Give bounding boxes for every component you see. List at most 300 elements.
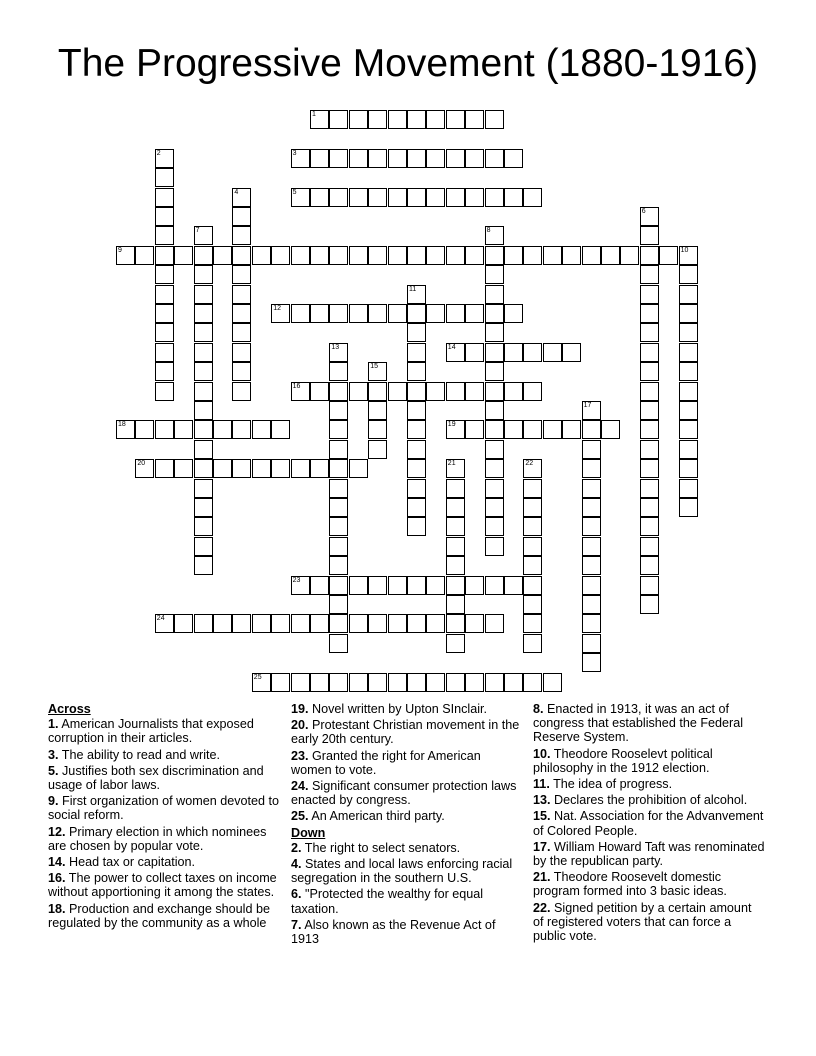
grid-cell[interactable] — [291, 188, 310, 207]
grid-cell[interactable] — [485, 382, 504, 401]
grid-cell[interactable] — [388, 304, 407, 323]
grid-cell[interactable] — [232, 382, 251, 401]
grid-cell[interactable] — [640, 226, 659, 245]
grid-cell[interactable] — [446, 188, 465, 207]
grid-cell[interactable] — [679, 401, 698, 420]
grid-cell[interactable] — [116, 420, 135, 439]
grid-cell[interactable] — [155, 207, 174, 226]
grid-cell[interactable] — [349, 304, 368, 323]
grid-cell[interactable] — [194, 537, 213, 556]
grid-cell[interactable] — [329, 110, 348, 129]
grid-cell[interactable] — [368, 614, 387, 633]
grid-cell[interactable] — [232, 188, 251, 207]
grid-cell[interactable] — [523, 188, 542, 207]
grid-cell[interactable] — [640, 517, 659, 536]
grid-cell[interactable] — [407, 440, 426, 459]
grid-cell[interactable] — [504, 246, 523, 265]
grid-cell[interactable] — [310, 382, 329, 401]
grid-cell[interactable] — [329, 382, 348, 401]
grid-cell[interactable] — [465, 304, 484, 323]
grid-cell[interactable] — [194, 246, 213, 265]
grid-cell[interactable] — [194, 401, 213, 420]
grid-cell[interactable] — [349, 382, 368, 401]
grid-cell[interactable] — [407, 517, 426, 536]
grid-cell[interactable] — [155, 459, 174, 478]
grid-cell[interactable] — [485, 401, 504, 420]
grid-cell[interactable] — [329, 517, 348, 536]
grid-cell[interactable] — [291, 304, 310, 323]
grid-cell[interactable] — [155, 188, 174, 207]
grid-cell[interactable] — [679, 420, 698, 439]
grid-cell[interactable] — [310, 246, 329, 265]
grid-cell[interactable] — [485, 323, 504, 342]
grid-cell[interactable] — [407, 304, 426, 323]
grid-cell[interactable] — [679, 498, 698, 517]
grid-cell[interactable] — [368, 110, 387, 129]
grid-cell[interactable] — [329, 576, 348, 595]
grid-cell[interactable] — [155, 149, 174, 168]
grid-cell[interactable] — [349, 614, 368, 633]
grid-cell[interactable] — [329, 149, 348, 168]
grid-cell[interactable] — [407, 149, 426, 168]
grid-cell[interactable] — [679, 265, 698, 284]
grid-cell[interactable] — [252, 246, 271, 265]
grid-cell[interactable] — [291, 382, 310, 401]
grid-cell[interactable] — [271, 246, 290, 265]
grid-cell[interactable] — [504, 382, 523, 401]
grid-cell[interactable] — [310, 614, 329, 633]
grid-cell[interactable] — [640, 498, 659, 517]
grid-cell[interactable] — [582, 595, 601, 614]
grid-cell[interactable] — [368, 304, 387, 323]
grid-cell[interactable] — [485, 188, 504, 207]
grid-cell[interactable] — [446, 673, 465, 692]
grid-cell[interactable] — [582, 614, 601, 633]
grid-cell[interactable] — [485, 614, 504, 633]
grid-cell[interactable] — [310, 188, 329, 207]
grid-cell[interactable] — [349, 188, 368, 207]
grid-cell[interactable] — [329, 459, 348, 478]
grid-cell[interactable] — [640, 304, 659, 323]
grid-cell[interactable] — [485, 517, 504, 536]
grid-cell[interactable] — [232, 420, 251, 439]
grid-cell[interactable] — [194, 285, 213, 304]
grid-cell[interactable] — [155, 285, 174, 304]
grid-cell[interactable] — [232, 265, 251, 284]
grid-cell[interactable] — [329, 556, 348, 575]
grid-cell[interactable] — [679, 323, 698, 342]
grid-cell[interactable] — [155, 168, 174, 187]
grid-cell[interactable] — [640, 362, 659, 381]
grid-cell[interactable] — [194, 265, 213, 284]
grid-cell[interactable] — [485, 498, 504, 517]
grid-cell[interactable] — [407, 246, 426, 265]
grid-cell[interactable] — [640, 440, 659, 459]
grid-cell[interactable] — [485, 459, 504, 478]
grid-cell[interactable] — [523, 479, 542, 498]
grid-cell[interactable] — [194, 498, 213, 517]
grid-cell[interactable] — [426, 304, 445, 323]
grid-cell[interactable] — [329, 188, 348, 207]
grid-cell[interactable] — [679, 459, 698, 478]
grid-cell[interactable] — [310, 304, 329, 323]
grid-cell[interactable] — [465, 149, 484, 168]
grid-cell[interactable] — [582, 479, 601, 498]
grid-cell[interactable] — [679, 246, 698, 265]
grid-cell[interactable] — [407, 382, 426, 401]
grid-cell[interactable] — [446, 498, 465, 517]
grid-cell[interactable] — [194, 479, 213, 498]
grid-cell[interactable] — [485, 440, 504, 459]
grid-cell[interactable] — [388, 110, 407, 129]
grid-cell[interactable] — [329, 614, 348, 633]
grid-cell[interactable] — [349, 673, 368, 692]
grid-cell[interactable] — [446, 149, 465, 168]
grid-cell[interactable] — [407, 285, 426, 304]
grid-cell[interactable] — [194, 304, 213, 323]
grid-cell[interactable] — [116, 246, 135, 265]
grid-cell[interactable] — [155, 382, 174, 401]
grid-cell[interactable] — [329, 595, 348, 614]
grid-cell[interactable] — [232, 459, 251, 478]
grid-cell[interactable] — [620, 246, 639, 265]
grid-cell[interactable] — [485, 362, 504, 381]
grid-cell[interactable] — [485, 537, 504, 556]
grid-cell[interactable] — [407, 188, 426, 207]
grid-cell[interactable] — [407, 459, 426, 478]
grid-cell[interactable] — [543, 343, 562, 362]
grid-cell[interactable] — [504, 576, 523, 595]
grid-cell[interactable] — [368, 188, 387, 207]
grid-cell[interactable] — [407, 323, 426, 342]
grid-cell[interactable] — [523, 517, 542, 536]
grid-cell[interactable] — [329, 440, 348, 459]
grid-cell[interactable] — [446, 634, 465, 653]
grid-cell[interactable] — [582, 459, 601, 478]
grid-cell[interactable] — [349, 459, 368, 478]
grid-cell[interactable] — [485, 285, 504, 304]
grid-cell[interactable] — [543, 420, 562, 439]
grid-cell[interactable] — [291, 576, 310, 595]
grid-cell[interactable] — [426, 614, 445, 633]
grid-cell[interactable] — [388, 576, 407, 595]
grid-cell[interactable] — [465, 673, 484, 692]
grid-cell[interactable] — [368, 401, 387, 420]
grid-cell[interactable] — [291, 459, 310, 478]
grid-cell[interactable] — [407, 576, 426, 595]
grid-cell[interactable] — [232, 285, 251, 304]
grid-cell[interactable] — [465, 343, 484, 362]
grid-cell[interactable] — [388, 149, 407, 168]
grid-cell[interactable] — [426, 382, 445, 401]
grid-cell[interactable] — [388, 382, 407, 401]
grid-cell[interactable] — [426, 246, 445, 265]
grid-cell[interactable] — [368, 440, 387, 459]
grid-cell[interactable] — [232, 343, 251, 362]
grid-cell[interactable] — [640, 246, 659, 265]
grid-cell[interactable] — [523, 420, 542, 439]
grid-cell[interactable] — [446, 246, 465, 265]
grid-cell[interactable] — [523, 556, 542, 575]
grid-cell[interactable] — [213, 614, 232, 633]
grid-cell[interactable] — [329, 498, 348, 517]
grid-cell[interactable] — [213, 459, 232, 478]
grid-cell[interactable] — [407, 673, 426, 692]
grid-cell[interactable] — [388, 673, 407, 692]
grid-cell[interactable] — [155, 362, 174, 381]
grid-cell[interactable] — [582, 634, 601, 653]
grid-cell[interactable] — [349, 246, 368, 265]
grid-cell[interactable] — [446, 343, 465, 362]
grid-cell[interactable] — [640, 207, 659, 226]
grid-cell[interactable] — [213, 246, 232, 265]
grid-cell[interactable] — [174, 614, 193, 633]
grid-cell[interactable] — [426, 673, 445, 692]
grid-cell[interactable] — [271, 614, 290, 633]
grid-cell[interactable] — [446, 382, 465, 401]
grid-cell[interactable] — [679, 479, 698, 498]
grid-cell[interactable] — [368, 246, 387, 265]
grid-cell[interactable] — [523, 343, 542, 362]
grid-cell[interactable] — [640, 285, 659, 304]
grid-cell[interactable] — [640, 459, 659, 478]
grid-cell[interactable] — [562, 343, 581, 362]
grid-cell[interactable] — [465, 420, 484, 439]
grid-cell[interactable] — [329, 304, 348, 323]
grid-cell[interactable] — [349, 576, 368, 595]
grid-cell[interactable] — [349, 149, 368, 168]
grid-cell[interactable] — [582, 537, 601, 556]
grid-cell[interactable] — [368, 382, 387, 401]
grid-cell[interactable] — [232, 614, 251, 633]
grid-cell[interactable] — [679, 343, 698, 362]
grid-cell[interactable] — [155, 614, 174, 633]
grid-cell[interactable] — [329, 401, 348, 420]
grid-cell[interactable] — [640, 323, 659, 342]
grid-cell[interactable] — [485, 265, 504, 284]
grid-cell[interactable] — [485, 420, 504, 439]
grid-cell[interactable] — [252, 673, 271, 692]
grid-cell[interactable] — [659, 246, 678, 265]
grid-cell[interactable] — [329, 634, 348, 653]
grid-cell[interactable] — [679, 304, 698, 323]
grid-cell[interactable] — [582, 576, 601, 595]
grid-cell[interactable] — [485, 110, 504, 129]
grid-cell[interactable] — [446, 576, 465, 595]
grid-cell[interactable] — [155, 226, 174, 245]
grid-cell[interactable] — [679, 285, 698, 304]
grid-cell[interactable] — [271, 304, 290, 323]
grid-cell[interactable] — [465, 576, 484, 595]
grid-cell[interactable] — [310, 673, 329, 692]
grid-cell[interactable] — [155, 323, 174, 342]
grid-cell[interactable] — [582, 498, 601, 517]
grid-cell[interactable] — [485, 343, 504, 362]
grid-cell[interactable] — [388, 614, 407, 633]
grid-cell[interactable] — [485, 576, 504, 595]
grid-cell[interactable] — [271, 673, 290, 692]
grid-cell[interactable] — [582, 420, 601, 439]
grid-cell[interactable] — [368, 362, 387, 381]
grid-cell[interactable] — [407, 110, 426, 129]
grid-cell[interactable] — [368, 149, 387, 168]
grid-cell[interactable] — [523, 595, 542, 614]
grid-cell[interactable] — [232, 323, 251, 342]
grid-cell[interactable] — [446, 537, 465, 556]
grid-cell[interactable] — [485, 673, 504, 692]
grid-cell[interactable] — [155, 265, 174, 284]
grid-cell[interactable] — [446, 459, 465, 478]
grid-cell[interactable] — [465, 382, 484, 401]
grid-cell[interactable] — [194, 614, 213, 633]
grid-cell[interactable] — [310, 110, 329, 129]
grid-cell[interactable] — [407, 614, 426, 633]
grid-cell[interactable] — [407, 362, 426, 381]
grid-cell[interactable] — [504, 343, 523, 362]
grid-cell[interactable] — [388, 188, 407, 207]
grid-cell[interactable] — [291, 246, 310, 265]
grid-cell[interactable] — [582, 246, 601, 265]
grid-cell[interactable] — [174, 459, 193, 478]
grid-cell[interactable] — [155, 343, 174, 362]
grid-cell[interactable] — [504, 673, 523, 692]
grid-cell[interactable] — [194, 343, 213, 362]
grid-cell[interactable] — [446, 304, 465, 323]
grid-cell[interactable] — [426, 110, 445, 129]
grid-cell[interactable] — [446, 595, 465, 614]
grid-cell[interactable] — [194, 323, 213, 342]
grid-cell[interactable] — [523, 576, 542, 595]
grid-cell[interactable] — [388, 246, 407, 265]
grid-cell[interactable] — [194, 362, 213, 381]
grid-cell[interactable] — [426, 188, 445, 207]
grid-cell[interactable] — [135, 459, 154, 478]
grid-cell[interactable] — [446, 556, 465, 575]
grid-cell[interactable] — [329, 537, 348, 556]
grid-cell[interactable] — [407, 479, 426, 498]
grid-cell[interactable] — [640, 556, 659, 575]
grid-cell[interactable] — [194, 382, 213, 401]
grid-cell[interactable] — [485, 246, 504, 265]
grid-cell[interactable] — [523, 673, 542, 692]
grid-cell[interactable] — [232, 226, 251, 245]
grid-cell[interactable] — [582, 556, 601, 575]
grid-cell[interactable] — [446, 420, 465, 439]
grid-cell[interactable] — [446, 517, 465, 536]
grid-cell[interactable] — [155, 246, 174, 265]
grid-cell[interactable] — [252, 420, 271, 439]
grid-cell[interactable] — [523, 382, 542, 401]
grid-cell[interactable] — [601, 246, 620, 265]
grid-cell[interactable] — [485, 304, 504, 323]
grid-cell[interactable] — [446, 479, 465, 498]
grid-cell[interactable] — [213, 420, 232, 439]
grid-cell[interactable] — [407, 498, 426, 517]
grid-cell[interactable] — [194, 517, 213, 536]
grid-cell[interactable] — [232, 362, 251, 381]
grid-cell[interactable] — [135, 246, 154, 265]
grid-cell[interactable] — [601, 420, 620, 439]
grid-cell[interactable] — [562, 420, 581, 439]
grid-cell[interactable] — [174, 246, 193, 265]
grid-cell[interactable] — [310, 459, 329, 478]
grid-cell[interactable] — [582, 517, 601, 536]
grid-cell[interactable] — [465, 614, 484, 633]
grid-cell[interactable] — [194, 440, 213, 459]
grid-cell[interactable] — [582, 440, 601, 459]
grid-cell[interactable] — [271, 459, 290, 478]
grid-cell[interactable] — [640, 576, 659, 595]
grid-cell[interactable] — [329, 362, 348, 381]
grid-cell[interactable] — [155, 420, 174, 439]
grid-cell[interactable] — [543, 246, 562, 265]
grid-cell[interactable] — [543, 673, 562, 692]
grid-cell[interactable] — [446, 614, 465, 633]
grid-cell[interactable] — [329, 246, 348, 265]
grid-cell[interactable] — [465, 188, 484, 207]
grid-cell[interactable] — [523, 614, 542, 633]
grid-cell[interactable] — [368, 576, 387, 595]
grid-cell[interactable] — [504, 420, 523, 439]
grid-cell[interactable] — [426, 149, 445, 168]
grid-cell[interactable] — [465, 110, 484, 129]
grid-cell[interactable] — [523, 459, 542, 478]
grid-cell[interactable] — [329, 420, 348, 439]
grid-cell[interactable] — [582, 401, 601, 420]
grid-cell[interactable] — [407, 420, 426, 439]
grid-cell[interactable] — [485, 226, 504, 245]
grid-cell[interactable] — [523, 634, 542, 653]
grid-cell[interactable] — [504, 149, 523, 168]
grid-cell[interactable] — [368, 420, 387, 439]
grid-cell[interactable] — [194, 459, 213, 478]
grid-cell[interactable] — [523, 537, 542, 556]
grid-cell[interactable] — [465, 246, 484, 265]
grid-cell[interactable] — [485, 149, 504, 168]
grid-cell[interactable] — [232, 207, 251, 226]
grid-cell[interactable] — [194, 420, 213, 439]
grid-cell[interactable] — [252, 614, 271, 633]
grid-cell[interactable] — [523, 246, 542, 265]
grid-cell[interactable] — [446, 110, 465, 129]
grid-cell[interactable] — [640, 537, 659, 556]
grid-cell[interactable] — [562, 246, 581, 265]
grid-cell[interactable] — [640, 420, 659, 439]
grid-cell[interactable] — [640, 595, 659, 614]
grid-cell[interactable] — [349, 110, 368, 129]
grid-cell[interactable] — [407, 343, 426, 362]
grid-cell[interactable] — [640, 382, 659, 401]
grid-cell[interactable] — [135, 420, 154, 439]
grid-cell[interactable] — [679, 362, 698, 381]
grid-cell[interactable] — [485, 479, 504, 498]
grid-cell[interactable] — [310, 149, 329, 168]
grid-cell[interactable] — [174, 420, 193, 439]
grid-cell[interactable] — [679, 440, 698, 459]
grid-cell[interactable] — [407, 401, 426, 420]
grid-cell[interactable] — [329, 343, 348, 362]
grid-cell[interactable] — [252, 459, 271, 478]
grid-cell[interactable] — [329, 479, 348, 498]
grid-cell[interactable] — [368, 673, 387, 692]
grid-cell[interactable] — [640, 265, 659, 284]
grid-cell[interactable] — [232, 246, 251, 265]
grid-cell[interactable] — [504, 304, 523, 323]
grid-cell[interactable] — [310, 576, 329, 595]
grid-cell[interactable] — [523, 498, 542, 517]
grid-cell[interactable] — [329, 673, 348, 692]
grid-cell[interactable] — [232, 304, 251, 323]
